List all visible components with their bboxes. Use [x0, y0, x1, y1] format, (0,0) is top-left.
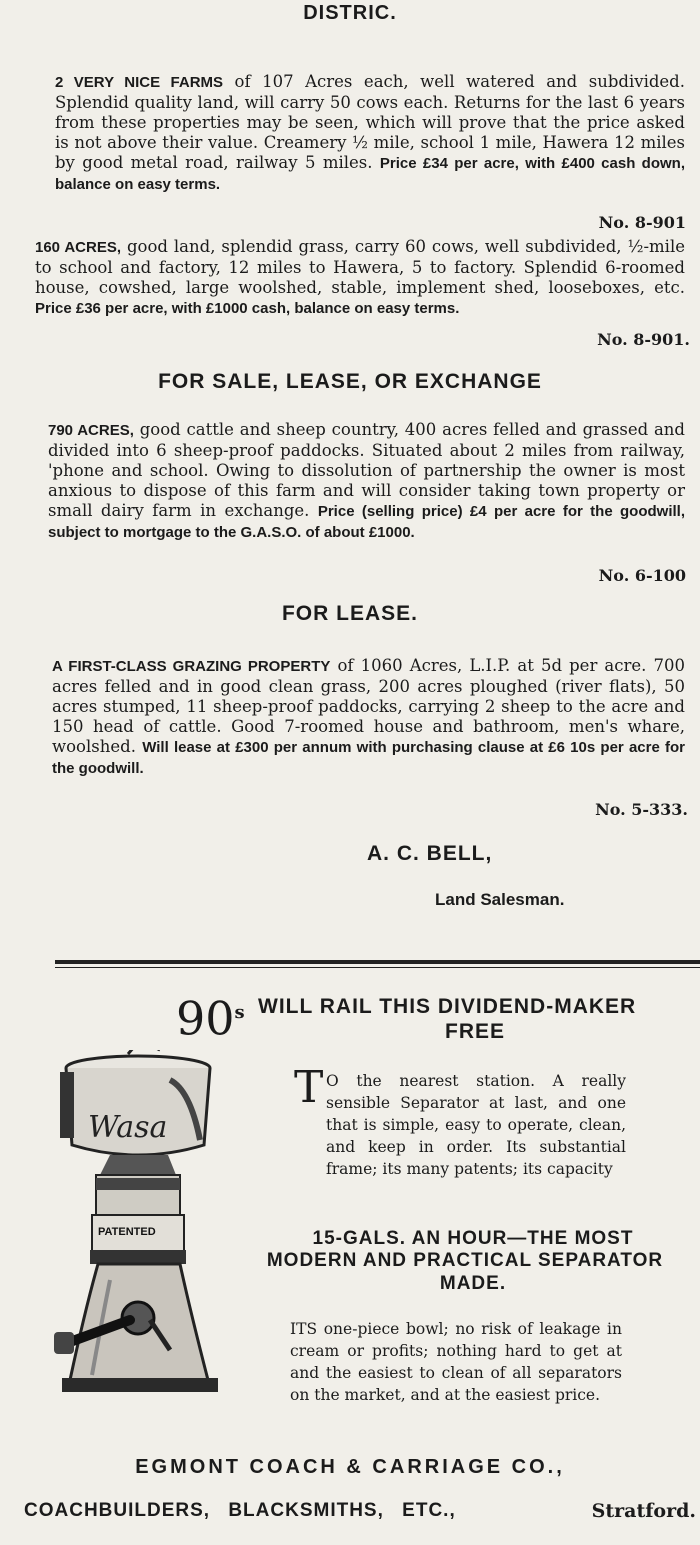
farms-ref: No. 8-901	[598, 213, 686, 232]
acres160-ref: No. 8-901.	[597, 330, 690, 349]
acres790-ref: No. 6-100	[598, 566, 686, 585]
ad-town: Stratford.	[591, 1500, 696, 1522]
acres790-listing	[48, 420, 685, 543]
grazing-listing	[52, 656, 685, 779]
acres160-price: Price £36 per acre, with £1000 cash, balance on easy terms.	[35, 300, 460, 317]
ad-subhead-3: MADE.	[439, 1273, 507, 1294]
acres160-listing	[35, 237, 685, 319]
separator-brand-label: Wasa	[88, 1110, 168, 1145]
signature-title: Land Salesman.	[435, 890, 565, 909]
grazing-ref: No. 5-333.	[595, 800, 688, 819]
farms-listing	[55, 72, 685, 195]
grazing-lead: A FIRST-CLASS GRAZING PROPERTY	[52, 658, 331, 675]
acres160-lead: 160 ACRES,	[35, 239, 122, 256]
ad-price-shillings: s	[234, 1002, 245, 1023]
ad-drop-cap: T	[294, 1062, 324, 1113]
grazing-body: of 1060 Acres, L.I.P. at 5d per acre. 700 acres felled and in good clean grass, 200 acres ploughed (river flats), 50 acres stumped, 11 sheep-proof paddocks, carrying 2 sheep to the acre and 150 head of cattle. Good 7-roomed house and bathroom, men's whare, woolshed.	[52, 656, 685, 756]
separator-illustration	[40, 1050, 240, 1400]
top-heading: DISTRIC.	[303, 2, 397, 24]
ad-company-name: EGMONT COACH & CARRIAGE CO.,	[135, 1456, 565, 1478]
farms-lead: 2 VERY NICE FARMS	[55, 74, 224, 91]
farms-price: Price £34 per acre, with £400 cash down, balance on easy terms.	[55, 155, 685, 193]
ad-headline-2: FREE	[445, 1020, 506, 1043]
ad-price-value: 90	[176, 991, 235, 1046]
acres790-lead: 790 ACRES,	[48, 422, 134, 439]
grazing-price: Will lease at £300 per annum with purchasing clause at £6 10s per acre for the goodwill.	[52, 739, 685, 777]
ad-trades: COACHBUILDERS, BLACKSMITHS, ETC.,	[24, 1500, 456, 1521]
ad-intro-text: O the nearest station. A really sensible Separator at last, and one that is simple, easy to operate, clean, and keep in order. Its substantial frame; its many patents; its capacity	[326, 1072, 626, 1178]
acres790-body: good cattle and sheep country, 400 acres felled and grassed and divided into 6 sheep-proof paddocks. Situated about 2 miles from railway, 'phone and school. Owing to dissolution of partnership the owner is most anxious to dispose of this farm and will consider taking town property or small dairy farm in exchange.	[48, 420, 685, 520]
divider-thin	[55, 967, 700, 968]
acres160-body: good land, splendid grass, carry 60 cows, well subdivided, ½-mile to school and factory, 12 miles to Hawera, 5 to factory. Splendid 6-roomed house, cowshed, large woolshed, stable, implement shed, looseboxes, etc.	[35, 237, 685, 297]
signature-name: A. C. BELL,	[367, 842, 493, 865]
separator-patent-plate: PATENTED	[98, 1226, 156, 1238]
farms-body: of 107 Acres each, well watered and subdivided. Splendid quality land, will carry 50 cows each. Returns for the last 6 years from these properties may be seen, which will prove that the price asked is not above their value. Creamery ½ mile, school 1 mile, Hawera 12 miles by good metal road, railway 5 miles.	[55, 72, 685, 172]
ad-bowl-text: ITS one-piece bowl; no risk of leakage in cream or profits; nothing hard to get at and the easiest to clean of all separators on the market, and at the easiest price.	[290, 1320, 622, 1404]
ad-subhead-1: 15-GALS. AN HOUR—THE MOST	[312, 1228, 634, 1249]
ad-subhead-2: MODERN AND PRACTICAL SEPARATOR	[266, 1250, 664, 1271]
divider-thick	[55, 960, 700, 964]
ad-headline-1: WILL RAIL THIS DIVIDEND-MAKER	[258, 995, 637, 1018]
for-lease-heading: FOR LEASE.	[281, 602, 418, 625]
sale-lease-exchange-heading: FOR SALE, LEASE, OR EXCHANGE	[158, 370, 542, 393]
ad-price	[176, 988, 245, 1046]
acres790-price: Price (selling price) £4 per acre for the goodwill, subject to mortgage to the G.A.S.O. of about £1000.	[48, 503, 685, 541]
